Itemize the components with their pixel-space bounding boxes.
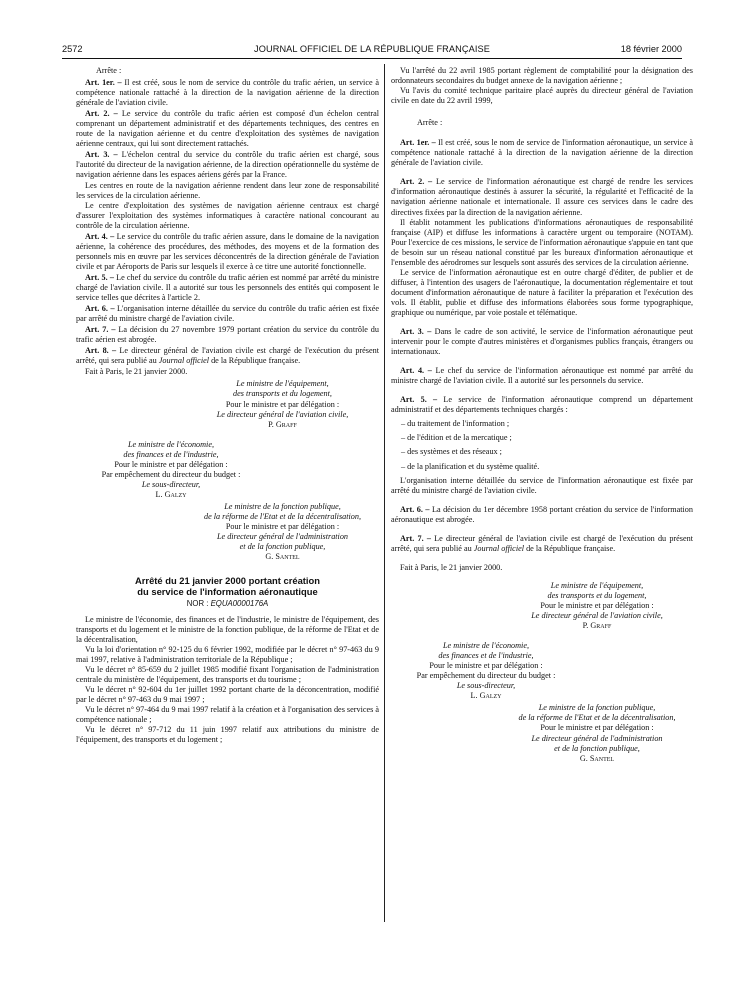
- signature-block: [501, 703, 693, 763]
- article-text: Le service de l'information aéronautique comprend un département administratif et des départements techniques chargés :: [391, 395, 693, 415]
- signature-line: Le ministre de l'économie,: [442, 641, 530, 651]
- signatory-name: P. Graff: [268, 419, 297, 429]
- article-paragraph: [76, 325, 379, 345]
- article-text: de la République française.: [524, 543, 616, 553]
- signature-line: Le ministre de l'équipement,: [236, 379, 329, 389]
- journal-title: JOURNAL OFFICIEL DE LA RÉPUBLIQUE FRANÇAISE: [254, 44, 490, 54]
- article-paragraph: [391, 177, 693, 217]
- article-text: L'échelon central du service du contrôle du trafic aérien est chargé, sous l'autorité du directeur de la navigation aérienne, de la direction opérationnelle du système de navigation aérienne dans les espaces aériens gérés par la France.: [76, 150, 379, 180]
- article-text: Le chef du service de l'information aéronautique est nommé par arrêté du ministre chargé de l'aviation civile. Il a autorité sur les personnels du service.: [391, 366, 693, 386]
- signature-line: et de la fonction publique,: [239, 542, 326, 552]
- signature-line: de la réforme de l'Etat et de la décentralisation,: [203, 511, 362, 521]
- signature-line: Le ministre de la fonction publique,: [224, 501, 341, 511]
- article-text: L'organisation interne détaillée du service du contrôle du trafic aérien est fixée par arrêté du ministre chargé de l'aviation civile.: [76, 304, 379, 324]
- article-number: Art. 1er. –: [400, 138, 436, 148]
- article-paragraph: [76, 346, 379, 366]
- journal-officiel-ref: Journal officiel: [158, 356, 210, 366]
- signatory-name: G. Santel: [579, 753, 615, 763]
- preamble-paragraph: Vu l'avis du comité technique paritaire placé auprès du directeur général de l'aviation civile en date du 22 avril 1999,: [391, 86, 693, 106]
- page-header: [62, 42, 682, 59]
- article-text: Le service du contrôle du trafic aérien assure, dans le domaine de la navigation aérienne, la cohérence des procédures, des méthodes, des moyens et de la formation des personnels mis en œuvre par les services déconcentrés de la direction générale de l'aviation civile et par Aéroports de Paris sur lesquels il exerce à ce titre une autorité fonctionnelle.: [76, 231, 379, 271]
- signature-line: Le sous-directeur,: [141, 479, 201, 489]
- decree-title-line: du service de l'information aéronautique: [137, 586, 318, 597]
- article-text: Il est créé, sous le nom de service du contrôle du trafic aérien, un service à compétence nationale rattaché à la direction de la navigation aérienne de la direction générale de l'aviation civile.: [76, 78, 379, 108]
- signatory-name: P. Graff: [582, 621, 612, 631]
- signatory-name: G. Santel: [265, 552, 300, 562]
- article-text: Le service du contrôle du trafic aérien est composé d'un échelon central comprenant un département administratif et des départements techniques, des centres en route de la navigation aérienne et du centre d'exploitation des systèmes de navigation aérienne centraux, qui lui sont directement rattachés.: [76, 109, 379, 149]
- signature-line: Par empêchement du directeur du budget :: [101, 469, 241, 479]
- page-number: 2572: [62, 44, 83, 54]
- signature-block: [391, 641, 581, 701]
- signature-line: Le ministre de la fonction publique,: [538, 703, 656, 713]
- signatory-name: L. Galzy: [155, 489, 187, 499]
- article-number: Art. 4. –: [400, 366, 432, 376]
- signature-line: Pour le ministre et par délégation :: [540, 723, 654, 733]
- signature-line: Pour le ministre et par délégation :: [114, 459, 228, 469]
- signing-place-date: Fait à Paris, le 21 janvier 2000.: [85, 367, 188, 377]
- paragraph: Il établit notamment les publications d'informations aéronautiques de responsabilité française (AIP) et diffuse les informations à caractère urgent ou temporaire (NOTAM). Pour l'exercice de ces missions, le service de l'information aéronautique s'appuie en tant que de besoin sur un réseau national constitué par les bureaux d'information aéronautique et l'ensemble des aérodromes sur lesquels sont assurés des services de la circulation aérienne.: [391, 217, 693, 267]
- list-item: – de l'édition et de la mercatique ;: [401, 433, 512, 443]
- article-paragraph: [76, 232, 379, 272]
- article-number: Art. 5. –: [400, 395, 438, 405]
- signature-block: [186, 379, 379, 429]
- article-paragraph: [391, 366, 693, 386]
- preamble-paragraph: Le ministre de l'économie, des finances et de l'industrie, le ministre de l'équipement, des transports et du logement et le ministre de la fonction publique, de la réforme de l'Etat et de la décentralisation,: [76, 614, 379, 644]
- article-paragraph: [391, 534, 693, 554]
- article-paragraph: [391, 505, 693, 525]
- article-number: Art. 2. –: [400, 177, 433, 187]
- article-number: Art. 3. –: [400, 327, 432, 337]
- article-text: de la République française.: [209, 356, 301, 366]
- signature-line: des transports et du logement,: [547, 590, 647, 600]
- preamble-paragraph: Vu le décret n° 92-604 du 1er juillet 1992 portant charte de la déconcentration, modifié par le décret n° 97-463 du 9 mai 1997 ;: [76, 685, 379, 705]
- departments-list: [401, 419, 693, 471]
- signature-line: Le directeur général de l'administration: [531, 733, 663, 743]
- article-paragraph: [391, 138, 693, 168]
- paragraph: Le centre d'exploitation des systèmes de navigation aérienne centraux est chargé d'assurer l'exploitation des systèmes informatiques à caractère national concourant au contrôle de la circulation aérienne.: [76, 200, 379, 230]
- column-divider: [384, 64, 385, 922]
- signature-line: et de la fonction publique,: [554, 743, 640, 753]
- paragraph: Les centres en route de la navigation aérienne rendent dans leur zone de responsabilité les services de la circulation aérienne.: [76, 180, 379, 200]
- article-number: Art. 8. –: [85, 346, 117, 356]
- decree-title-line: Arrêté du 21 janvier 2000 portant création: [135, 575, 320, 587]
- signature-line: Le ministre de l'équipement,: [550, 580, 644, 590]
- signature-line: Le sous-directeur,: [456, 681, 516, 691]
- signature-block: [76, 440, 266, 500]
- signature-line: de la réforme de l'Etat et de la décentralisation,: [518, 713, 676, 723]
- signature-line: Le directeur général de l'administration: [216, 532, 349, 542]
- article-number: Art. 5. –: [85, 272, 114, 282]
- article-number: Art. 4. –: [85, 231, 115, 241]
- article-number: Art. 6. –: [400, 504, 430, 514]
- left-column: [76, 66, 379, 745]
- list-item: – du traitement de l'information ;: [401, 419, 510, 429]
- issue-date: 18 février 2000: [620, 44, 682, 54]
- signature-line: Le ministre de l'économie,: [127, 439, 215, 449]
- article-paragraph: [76, 78, 379, 108]
- preamble-paragraph: Vu l'arrêté du 22 avril 1985 portant règlement de comptabilité pour la désignation des ordonnateurs secondaires du budget annexe de la navigation aérienne ;: [391, 66, 693, 86]
- preamble-paragraph: Vu le décret n° 85-659 du 2 juillet 1985 modifié fixant l'organisation de l'administration centrale du ministère de l'équipement, des transports et du tourisme ;: [76, 665, 379, 685]
- article-text: La décision du 27 novembre 1979 portant création du service du contrôle du trafic aérien est abrogée.: [76, 325, 379, 345]
- nor-reference: [76, 599, 379, 609]
- journal-officiel-ref: Journal officiel: [473, 543, 525, 553]
- nor-code: EQUA0000176A: [210, 598, 269, 608]
- signature-line: Pour le ministre et par délégation :: [225, 522, 340, 532]
- article-paragraph: [76, 273, 379, 303]
- article-text: Dans le cadre de son activité, le service de l'information aéronautique peut intervenir pour le compte d'autres ministères et d'organismes publics français, étrangers ou internationaux.: [391, 327, 693, 357]
- signature-line: des finances et de l'industrie,: [123, 449, 219, 459]
- article-text: Le directeur général de l'aviation civile est chargé de l'exécution du présent arrêté, qui sera publié au: [391, 533, 693, 553]
- paragraph: L'organisation interne détaillée du service de l'information aéronautique est fixée par arrêté du ministre chargé de l'aviation civile.: [391, 475, 693, 495]
- article-text: Le service de l'information aéronautique est chargé de rendre les services d'information aéronautique destinés à assurer la sécurité, la régularité et l'efficacité de la navigation aérienne nationale et internationale. Il assure ces services dans le cadre des directives fixées par la direction de la navigation aérienne.: [391, 177, 693, 217]
- signing-place-date: Fait à Paris, le 21 janvier 2000.: [400, 562, 503, 572]
- signature-line: Le directeur général de l'aviation civile,: [531, 611, 663, 621]
- nor-label: NOR :: [186, 598, 209, 608]
- article-text: Il est créé, sous le nom de service de l'information aéronautique, un service à compétence nationale rattaché à la direction de la navigation aérienne de la direction générale de l'aviation civile.: [391, 138, 693, 168]
- article-paragraph: [76, 109, 379, 149]
- signature-block: [501, 581, 693, 631]
- article-number: Art. 1er. –: [85, 78, 122, 88]
- signatory-name: L. Galzy: [470, 691, 502, 701]
- article-number: Art. 6. –: [85, 304, 115, 314]
- article-text: La décision du 1er décembre 1958 portant création du service de l'information aéronautique est abrogée.: [391, 504, 693, 524]
- arrete-label: Arrête :: [417, 118, 443, 128]
- preamble-paragraph: Vu le décret n° 97-712 du 11 juin 1997 relatif aux attributions du ministre de l'équipement, des transports et du logement ;: [76, 725, 379, 745]
- signature-line: Pour le ministre et par délégation :: [429, 661, 543, 671]
- article-number: Art. 3. –: [85, 150, 118, 160]
- article-number: Art. 7. –: [85, 325, 116, 335]
- signature-line: Le directeur général de l'aviation civile,: [216, 409, 349, 419]
- article-number: Art. 2. –: [85, 109, 118, 119]
- signature-line: des transports et du logement,: [233, 389, 332, 399]
- signature-line: des finances et de l'industrie,: [438, 651, 534, 661]
- decree-title: [76, 576, 379, 598]
- article-text: Le chef du service du contrôle du trafic aérien est nommé par arrêté du ministre chargé de l'aviation civile. Il a autorité sur tous les personnels des entités qui composent le service telles que décrites à l'article 2.: [76, 272, 379, 303]
- article-paragraph: [76, 150, 379, 180]
- paragraph: Le service de l'information aéronautique est en outre chargé d'éditer, de publier et de diffuser, à l'intention des usagers de l'aéronautique, la documentation réglementaire et tout document d'information aéronautique de nature à faciliter la préparation et l'exécution des vols. Il établit, publie et diffuse des informations élaborées sous forme typographique, graphique ou numérique, par voie postale et télématique.: [391, 267, 693, 317]
- signature-line: Pour le ministre et par délégation :: [540, 600, 654, 610]
- article-paragraph: [391, 395, 693, 415]
- signature-block: [186, 502, 379, 562]
- signature-line: Par empêchement du directeur du budget :: [416, 671, 556, 681]
- signature-line: Pour le ministre et par délégation :: [225, 399, 340, 409]
- preamble-paragraph: Vu le décret n° 97-464 du 9 mai 1997 relatif à la création et à l'organisation des services à compétence nationale ;: [76, 705, 379, 725]
- list-item: – des systèmes et des réseaux ;: [401, 447, 502, 457]
- article-paragraph: [391, 327, 693, 357]
- article-text: Le directeur général de l'aviation civile est chargé de l'exécution du présent arrêté, qui sera publié au: [76, 346, 379, 366]
- right-column: [391, 66, 693, 764]
- article-paragraph: [76, 304, 379, 324]
- article-number: Art. 7. –: [400, 533, 431, 543]
- arrete-label: Arrête :: [96, 66, 122, 75]
- list-item: – de la planification et du système qualité.: [401, 461, 540, 471]
- preamble-paragraph: Vu la loi d'orientation n° 92-125 du 6 février 1992, modifiée par le décret n° 97-463 du 9 mai 1997, relative à l'administration territoriale de la République ;: [76, 644, 379, 665]
